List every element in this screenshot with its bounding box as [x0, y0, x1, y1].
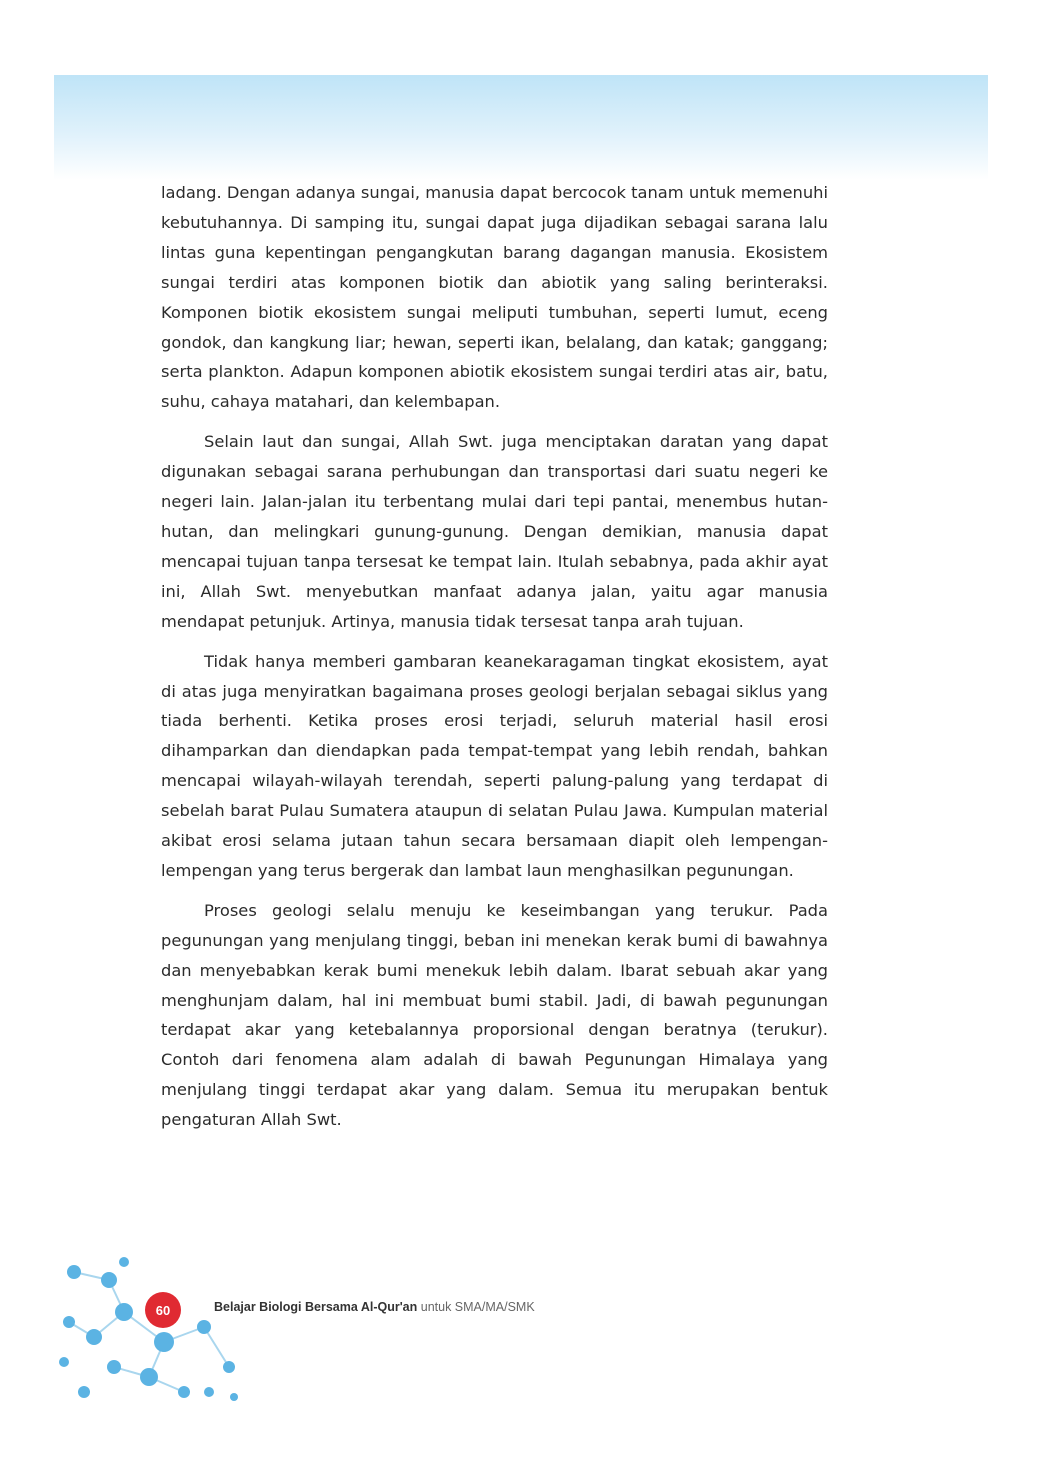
- molecule-decoration-icon: [54, 1252, 254, 1412]
- paragraph: Proses geologi selalu menuju ke keseimbangan yang terukur. Pada pegunungan yang menjulang tinggi, beban ini menekan kerak bumi di bawahnya dan menyebabkan kerak bumi menekuk lebih dalam. Ibarat sebuah akar yang menghunjam dalam, hal ini membuat bumi stabil. Jadi, di bawah pegunungan terdapat akar yang ketebalannya proporsional dengan beratnya (terukur). Contoh dari fenomena alam adalah di bawah Pegunungan Himalaya yang menjulang tinggi terdapat akar yang dalam. Semua itu merupakan bentuk pengaturan Allah Swt.: [161, 900, 828, 1130]
- book-title-main: Belajar Biologi Bersama Al-Qur'an: [214, 1300, 418, 1314]
- paragraph: Selain laut dan sungai, Allah Swt. juga menciptakan daratan yang dapat digunakan sebagai sarana perhubungan dan transportasi dari suatu negeri ke negeri lain. Jalan-jalan itu terbentang mulai dari tepi pantai, menembus hutan-hutan, dan melingkari gunung-gunung. Dengan demikian, manusia dapat mencapai tujuan tanpa tersesat ke tempat lain. Itulah sebabnya, pada akhir ayat ini, Allah Swt. menyebutkan manfaat adanya jalan, yaitu agar manusia mendapat petunjuk. Artinya, manusia tidak tersesat tanpa arah tujuan.: [161, 432, 828, 631]
- paragraph: Tidak hanya memberi gambaran keanekaragaman tingkat ekosistem, ayat di atas juga menyiratkan bagaimana proses geologi berjalan sebagai siklus yang tiada berhenti. Ketika proses erosi terjadi, seluruh material hasil erosi dihamparkan dan diendapkan pada tempat-tempat yang lebih rendah, bahkan mencapai wilayah-wilayah terendah, seperti palung-palung yang terdapat di sebelah barat Pulau Sumatera ataupun di selatan Pulau Jawa. Kumpulan material akibat erosi selama jutaan tahun secara bersamaan diapit oleh lempengan-lempengan yang terus bergerak dan lambat laun menghasilkan pegunungan.: [161, 651, 828, 880]
- body-text: [161, 178, 828, 1145]
- paragraph: ladang. Dengan adanya sungai, manusia dapat bercocok tanam untuk memenuhi kebutuhannya. Di samping itu, sungai dapat juga dijadikan sebagai sarana lalu lintas guna kepentingan pengangkutan barang dagangan manusia. Ekosistem sungai terdiri atas komponen biotik dan abiotik yang saling berinteraksi. Komponen biotik ekosistem sungai meliputi tumbuhan, seperti lumut, eceng gondok, dan kangkung liar; hewan, seperti ikan, belalang, dan katak; ganggang; serta plankton. Adapun komponen abiotik ekosistem sungai terdiri atas air, batu, suhu, cahaya matahari, dan kelembapan.: [161, 183, 828, 412]
- book-title-audience: untuk SMA/MA/SMK: [420, 1300, 535, 1314]
- page-number-badge: 60: [145, 1292, 181, 1328]
- book-title: [214, 1300, 535, 1314]
- header-band: [54, 75, 988, 180]
- page-footer: [54, 1252, 654, 1412]
